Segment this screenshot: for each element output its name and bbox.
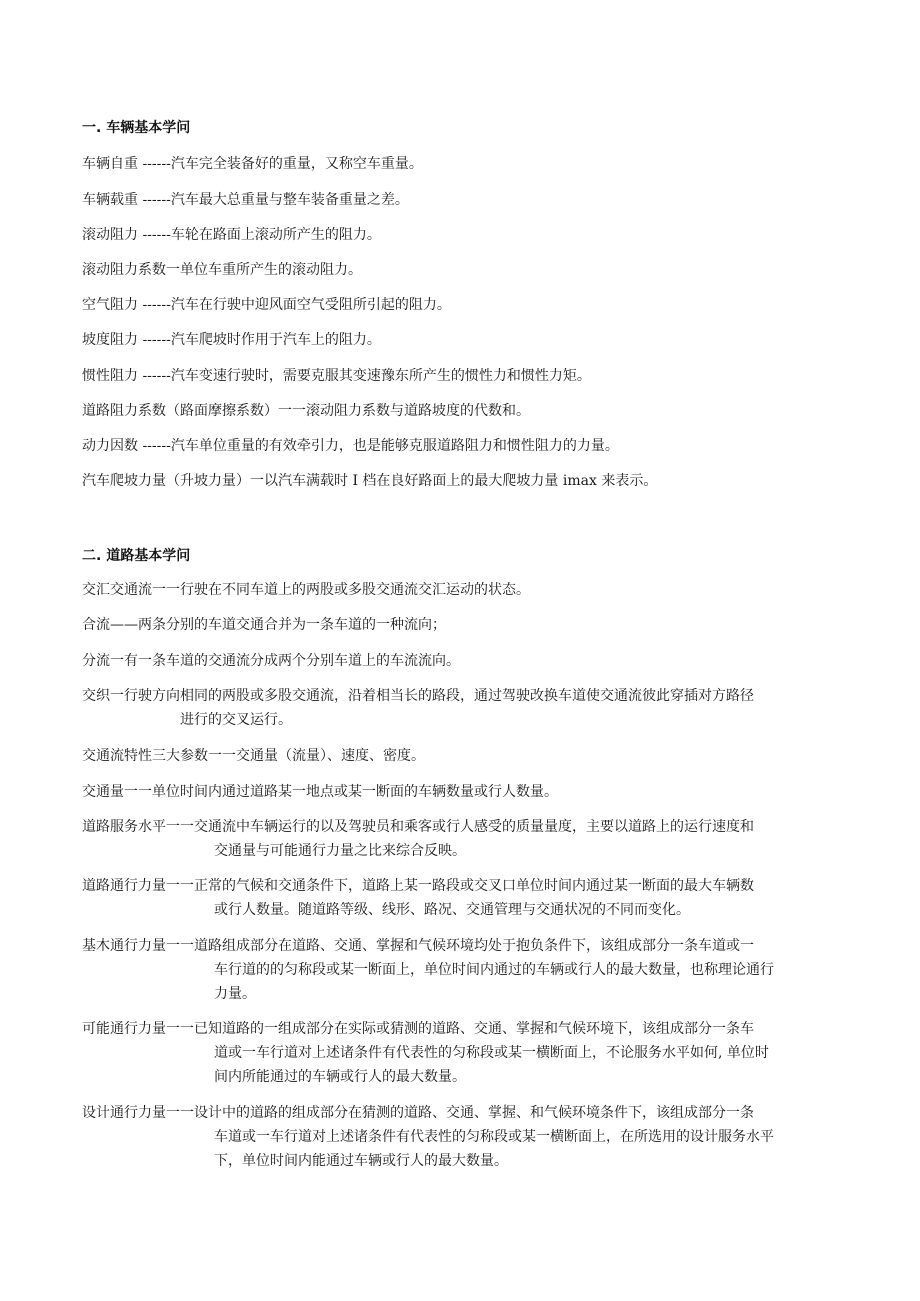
- definition-continuation: 间内所能通过的车辆或行人的最大数量。: [214, 1069, 466, 1085]
- definition-continuation: 道或一车行道对上述诸条件有代表性的匀称段或某一横断面上，不论服务水平如何, 单位时: [214, 1045, 769, 1061]
- definition-line: 车辆载重 ------汽车最大总重量与整车装备重量之差。: [82, 192, 409, 208]
- definition-line: 汽车爬坡力量（升坡力量）一以汽车满载时 I 档在良好路面上的最大爬坡力量 imax 来表示。: [82, 473, 658, 489]
- definition-line: 道路阻力系数（路面摩擦系数）一一滚动阻力系数与道路坡度的代数和。: [82, 403, 530, 419]
- definition-possible-capacity: [82, 1017, 842, 1089]
- section-heading-vehicle: 一. 车辆基本学问: [82, 120, 191, 136]
- definition-weave: [82, 684, 842, 732]
- definition-line: 车辆自重 ------汽车完全装备好的重量，又称空车重量。: [82, 156, 423, 172]
- definition-continuation: 车道或一车行道对上述诸条件有代表性的匀称段或某一横断面上，在所选用的设计服务水平: [214, 1129, 774, 1145]
- section-vehicle: [82, 118, 842, 138]
- definition-continuation: 进行的交叉运行。: [180, 712, 292, 728]
- definition-continuation: 或行人数量。随道路等级、线形、路况、交通管理与交通状况的不同而变化。: [214, 902, 690, 918]
- definition-line: 滚动阻力系数一单位车重所产生的滚动阻力。: [82, 262, 362, 278]
- definition-line: 分流一有一条车道的交通流分成两个分别车道上的车流流向。: [82, 653, 460, 669]
- definition-line: 动力因数 ------汽车单位重量的有效牵引力，也是能够克服道路阻力和惯性阻力的力量。: [82, 438, 619, 454]
- definition-line: 惯性阻力 ------汽车变速行驶时，需要克服其变速豫东所产生的惯性力和惯性力矩。: [82, 368, 591, 384]
- definition-first-line: 交织一行驶方向相同的两股或多股交通流，沿着相当长的路段，通过驾驶改换车道使交通流彼此穿插对方路径: [82, 688, 754, 704]
- definition-line: 空气阻力 ------汽车在行驶中迎风面空气受阻所引起的阻力。: [82, 297, 451, 313]
- definition-continuation: 力量。: [214, 986, 256, 1002]
- definition-line: 坡度阻力 ------汽车爬坡时作用于汽车上的阻力。: [82, 332, 381, 348]
- definition-road-capacity: [82, 874, 842, 922]
- definition-basic-capacity: [82, 934, 842, 1006]
- definition-first-line: 道路通行力量一一正常的气候和交通条件下，道路上某一路段或交叉口单位时间内通过某一断面的最大车辆数: [82, 878, 754, 894]
- definition-first-line: 可能通行力量一一已知道路的一组成部分在实际或猜测的道路、交通、掌握和气候环境下，该组成部分一条车: [82, 1021, 754, 1037]
- definition-line: 交汇交通流一一行驶在不同车道上的两股或多股交通流交汇运动的状态。: [82, 582, 530, 598]
- definition-service-level: [82, 815, 842, 863]
- definition-line: 交通量一一单位时间内通过道路某一地点或某一断面的车辆数量或行人数量。: [82, 784, 558, 800]
- definition-continuation: 下，单位时间内能通过车辆或行人的最大数量。: [214, 1153, 508, 1169]
- definition-first-line: 基木通行力量一一道路组成部分在道路、交通、掌握和气候环境均处于抱负条件下，该组成部分一条车道或一: [82, 938, 754, 954]
- definition-line: 滚动阻力 ------车轮在路面上滚动所产生的阻力。: [82, 227, 381, 243]
- definition-first-line: 设计通行力量一一设计中的道路的组成部分在猜测的道路、交通、掌握、和气候环境条件下，该组成部分一条: [82, 1105, 754, 1121]
- section-heading-road: 二. 道路基本学问: [82, 548, 191, 564]
- definition-line: 交通流特性三大参数一一交通量（流量）、速度、密度。: [82, 748, 425, 764]
- definition-first-line: 道路服务水平一一交通流中车辆运行的以及驾驶员和乘客或行人感受的质量量度，主要以道路上的运行速度和: [82, 819, 754, 835]
- definition-design-capacity: [82, 1101, 842, 1173]
- definition-continuation: 交通量与可能通行力量之比来综合反映。: [214, 843, 466, 859]
- definition-line: 合流——两条分别的车道交通合并为一条车道的一种流向；: [82, 617, 446, 633]
- definition-continuation: 车行道的的匀称段或某一断面上，单位时间内通过的车辆或行人的最大数量，也称理论通行: [214, 962, 774, 978]
